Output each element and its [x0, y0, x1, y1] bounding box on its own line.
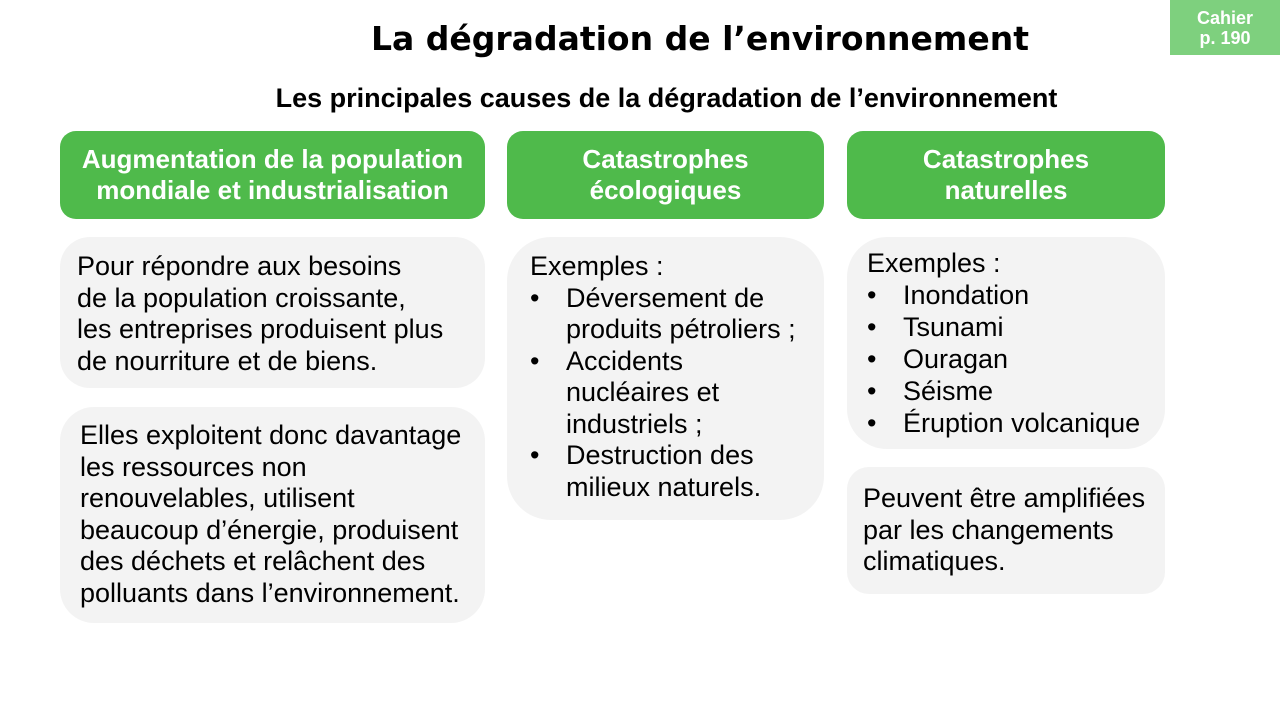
- page-subtitle: Les principales causes de la dégradation de l’environnement: [275, 83, 1058, 113]
- text-line: les entreprises produisent plus: [77, 314, 444, 344]
- ecological-examples-box: [507, 237, 824, 520]
- list-item: [530, 440, 814, 503]
- natural-examples-box: [847, 237, 1165, 449]
- header-line: naturelles: [944, 175, 1068, 205]
- header-line: Augmentation de la population: [81, 144, 464, 174]
- item-text: Inondation: [903, 280, 1030, 310]
- bullet-icon: •: [867, 312, 877, 342]
- text-line: des déchets et relâchent des: [80, 546, 426, 576]
- climate-amplification-box: [847, 467, 1165, 594]
- page-title: La dégradation de l’environnement: [371, 19, 1029, 58]
- ecological-examples-list: [530, 283, 814, 504]
- list-item: [867, 375, 1157, 407]
- item-line: milieux naturels.: [566, 471, 762, 502]
- item-text: Séisme: [903, 376, 994, 406]
- bullet-icon: •: [867, 408, 877, 438]
- list-item: [867, 279, 1157, 311]
- list-item: [530, 283, 814, 346]
- text-line: Peuvent être amplifiées: [863, 483, 1146, 513]
- resource-exploitation-box: [60, 407, 485, 623]
- item-line: nucléaires et: [566, 377, 720, 407]
- item-text: Éruption volcanique: [903, 408, 1141, 438]
- header-ecological-catastrophes: [507, 131, 824, 219]
- text-line: Pour répondre aux besoins: [77, 251, 402, 281]
- item-line: Déversement de: [566, 282, 765, 313]
- list-item: [530, 346, 814, 441]
- list-item: [867, 407, 1157, 439]
- bullet-icon: •: [867, 344, 877, 374]
- item-line: Destruction des: [566, 440, 754, 470]
- bullet-icon: •: [530, 345, 540, 376]
- header-natural-catastrophes: [847, 131, 1165, 219]
- examples-intro: Exemples :: [530, 251, 664, 281]
- header-population-industrialisation: [60, 131, 485, 219]
- text-line: Elles exploitent donc davantage: [80, 420, 462, 450]
- bullet-icon: •: [530, 282, 540, 313]
- text-line: climatiques.: [863, 546, 1006, 576]
- header-line: Catastrophes: [582, 144, 749, 174]
- item-line: produits pétroliers ;: [566, 314, 796, 344]
- list-item: [867, 343, 1157, 375]
- badge-line-1: Cahier: [1196, 7, 1254, 28]
- text-line: par les changements: [863, 514, 1114, 545]
- bullet-icon: •: [530, 440, 540, 470]
- bullet-icon: •: [867, 376, 877, 406]
- item-line: Accidents: [566, 345, 684, 376]
- header-line: mondiale et industrialisation: [96, 175, 449, 205]
- list-item: [867, 311, 1157, 343]
- examples-intro: Exemples :: [867, 248, 1001, 278]
- text-line: polluants dans l’environnement.: [80, 577, 460, 608]
- text-line: les ressources non: [80, 451, 307, 482]
- item-text: Ouragan: [903, 344, 1009, 374]
- header-line: Catastrophes: [922, 144, 1090, 174]
- text-line: de la population croissante,: [77, 282, 406, 313]
- natural-examples-list: [867, 279, 1157, 439]
- population-needs-box: [60, 237, 485, 388]
- item-text: Tsunami: [903, 312, 1004, 342]
- bullet-icon: •: [867, 280, 877, 310]
- badge-line-2: p. 190: [1199, 27, 1251, 48]
- item-line: industriels ;: [566, 408, 703, 439]
- header-line: écologiques: [589, 175, 742, 205]
- text-line: beaucoup d’énergie, produisent: [80, 514, 459, 545]
- cahier-page-badge: [1170, 0, 1280, 55]
- text-line: de nourriture et de biens.: [77, 345, 378, 376]
- text-line: renouvelables, utilisent: [80, 483, 355, 513]
